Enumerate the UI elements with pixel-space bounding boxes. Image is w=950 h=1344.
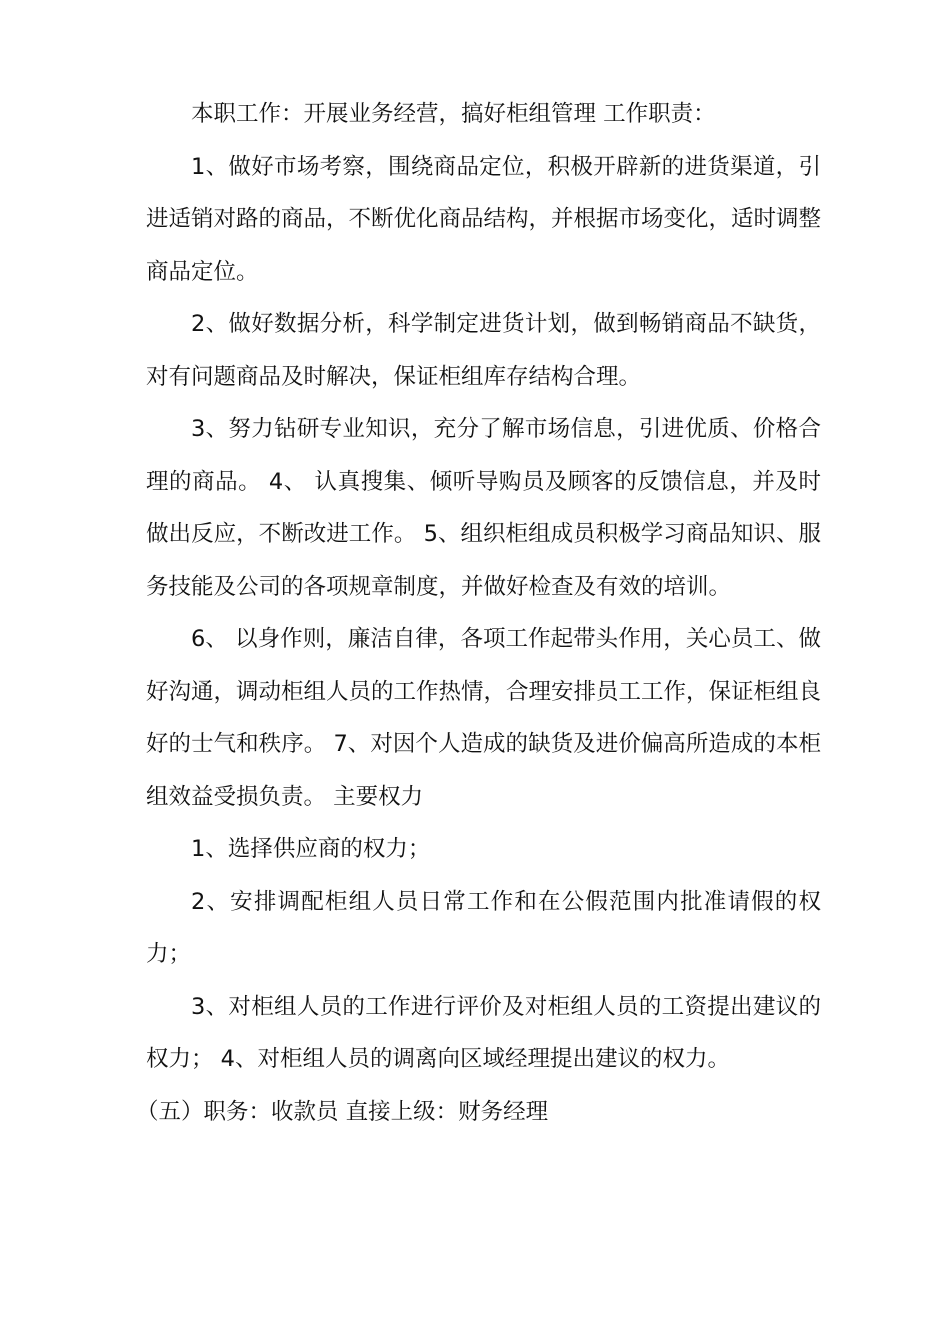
document-body [136,88,822,1138]
paragraph-power-3-4: 3、对柜组人员的工作进行评价及对柜组人员的工资提出建议的权力； 4、对柜组人员的调离向区域经理提出建议的权力。 [146,993,821,1072]
paragraph-power-2: 2、安排调配柜组人员日常工作和在公假范围内批准请假的权力； [146,888,821,967]
paragraph-duty-2: 2、做好数据分析，科学制定进货计划，做到畅销商品不缺货，对有问题商品及时解决，保证柜组库存结构合理。 [146,311,821,390]
paragraph-duty-1: 1、做好市场考察，围绕商品定位，积极开辟新的进货渠道，引进适销对路的商品，不断优化商品结构，并根据市场变化，适时调整商品定位。 [146,153,822,285]
paragraph-duty-6-7: 6、 以身作则，廉洁自律，各项工作起带头作用，关心员工、做好沟通，调动柜组人员的工作热情，合理安排员工工作，保证柜组良好的士气和秩序。 7、对因个人造成的缺货及进价偏高所造成的本柜组效益受损负责。 主要权力 [146,626,822,810]
paragraph-job-duty-heading: 本职工作：开展业务经营，搞好柜组管理 工作职责： [191,101,716,127]
paragraph-duty-3-5: 3、努力钻研专业知识，充分了解市场信息，引进优质、价格合理的商品。 4、 认真搜集、倾听导购员及顾客的反馈信息，并及时做出反应，不断改进工作。 5、组织柜组成员积极学习商品知识、服务技能及公司的各项规章制度，并做好检查及有效的培训。 [146,416,821,600]
paragraph-cashier-heading: （五）职务：收款员 直接上级：财务经理 [136,1098,549,1125]
paragraph-power-1: 1、选择供应商的权力； [191,836,431,862]
